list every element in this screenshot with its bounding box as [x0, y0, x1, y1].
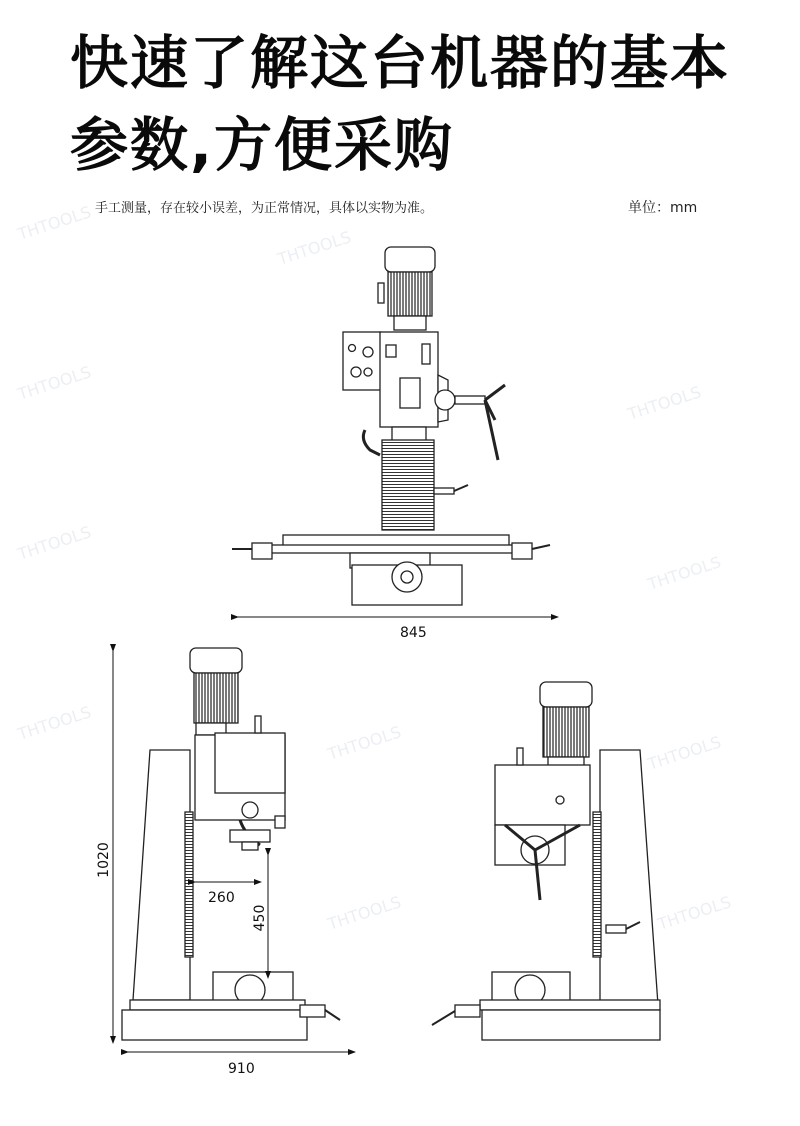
watermark-text: THTOOLS [15, 202, 94, 244]
feed-hub [435, 390, 455, 410]
motor-base [394, 316, 426, 330]
watermark-text: THTOOLS [645, 552, 724, 594]
watermark-text: THTOOLS [645, 732, 724, 774]
spindle-housing [392, 427, 426, 441]
motor-cap [385, 247, 435, 272]
front-view [232, 247, 550, 605]
dim-label-260: 260 [208, 890, 235, 906]
panel-button [364, 368, 372, 376]
side-view-left [122, 648, 340, 1040]
unit-label: 单位：mm [628, 200, 698, 216]
watermark-text: THTOOLS [655, 892, 734, 934]
head-body [495, 765, 590, 825]
coolant-hose [363, 430, 380, 455]
watermark-text: THTOOLS [325, 892, 404, 934]
panel-switch [363, 347, 373, 357]
panel-dial [351, 367, 361, 377]
motor-fins [543, 707, 589, 757]
control-panel [343, 332, 381, 390]
feed-shaft [455, 396, 485, 404]
motor-fins [194, 673, 238, 723]
watermark-text: THTOOLS [325, 722, 404, 764]
watermark-text: THTOOLS [15, 522, 94, 564]
page-title: 快速了解这台机器的基本参数,方便采购 [70, 29, 731, 179]
spindle-pulley [242, 802, 258, 818]
column-right [600, 750, 658, 1005]
watermark-text: THTOOLS [625, 382, 704, 424]
dim-label-910: 910 [228, 1061, 255, 1077]
motor-fins [388, 272, 432, 316]
dim-label-450: 450 [252, 904, 268, 932]
motor-cap [540, 682, 592, 707]
dimension-width-front [235, 617, 555, 641]
machine-base [122, 1010, 307, 1040]
watermark-text: THTOOLS [15, 362, 94, 404]
machine-base [482, 1010, 660, 1040]
column-left [133, 750, 190, 1000]
dim-label-1020: 1020 [96, 842, 112, 878]
motor-cap [190, 648, 242, 673]
motor-box [378, 283, 384, 303]
dim-label-845: 845 [400, 625, 427, 641]
watermark-text: THTOOLS [275, 227, 354, 269]
side-view-right [432, 682, 660, 1040]
panel-knob [349, 345, 356, 352]
column-bellows [382, 440, 434, 530]
watermark-text: THTOOLS [15, 702, 94, 744]
measurement-note: 手工测量，存在较小误差，为正常情况，具体以实物为准。 [95, 201, 434, 216]
